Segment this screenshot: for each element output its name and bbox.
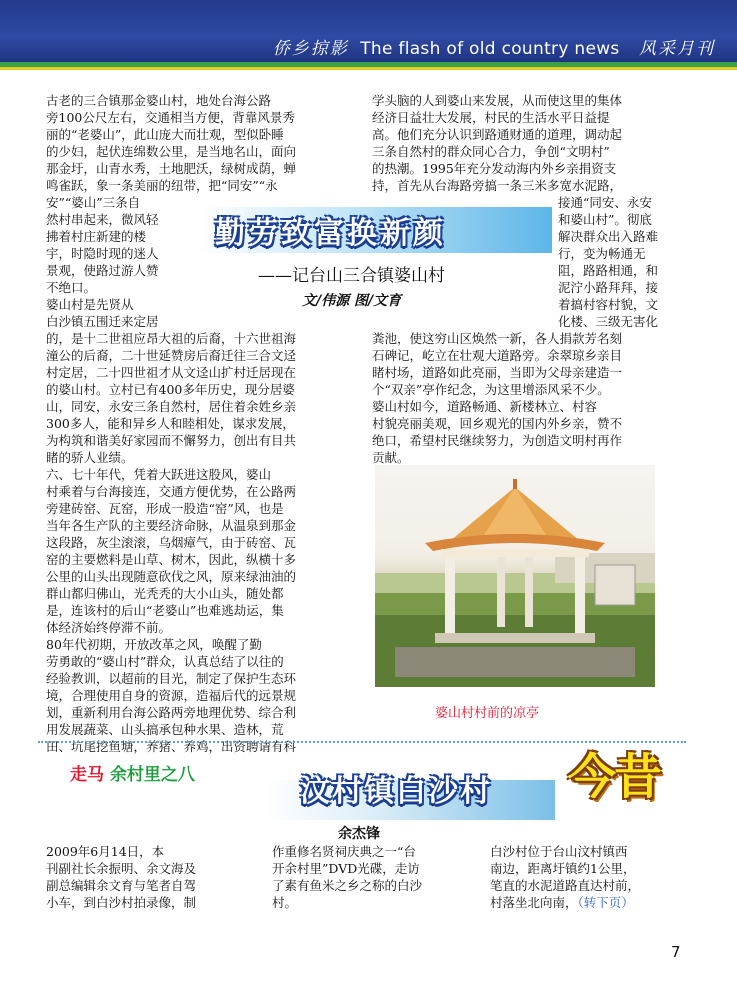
magazine-name: 风采月刊 [639,39,715,59]
text-line: 个“双亲”亭作纪念，为这里增添风采不少。 [372,382,610,397]
text-line: 潼公的后裔，二十世延赞房后裔迁往三合文迳 [46,348,297,363]
text-line: 的，是十二世祖应昂大祖的后裔，十六世祖海 [46,331,297,346]
text-line: 拂着村庄新建的楼 [46,229,147,244]
text-line: 婆山村如今，道路畅通、新楼林立、村容 [372,399,598,414]
text-line: 公里的山头出现随意砍伐之风，原来绿油油的 [46,569,297,584]
text-line: 解决群众出入路难 [558,229,659,244]
text-line: 白沙村位于台山汶村镇西 [490,844,628,859]
text-line: 为构筑和谐美好家园而不懈努力，创出有目共 [46,433,297,448]
text-line: 境，合理使用自身的资源，造福后代的远景规 [46,688,297,703]
text-line: 80年代初期，开放改革之风，唤醒了勤 [46,637,262,652]
text-line: 是，连该村的后山“老婆山”也难逃劫运，集 [46,603,284,618]
text-line: 开余村里”DVD光碟，走访 [272,861,420,876]
article2-title: 汶村镇白沙村 [300,774,492,809]
text-line: 作重修名贤祠庆典之一“台 [272,844,416,859]
text-line: 刊副社长余振明、余文海及 [46,861,197,876]
text-line: 鸣雀跃，象一条美丽的纽带，把“同安”“永 [46,178,278,193]
text-line: 丽的“老婆山”，此山庞大而壮观，型似卧睡 [46,127,284,142]
text-line: 阻，路路相通，和 [558,263,659,278]
text-line: 小车，到白沙村拍录像，制 [46,895,197,910]
article1-col1-narrow [46,194,196,330]
text-line: 婆山村是先贤从 [46,297,134,312]
text-line: 景观，使路过游人赞 [46,263,159,278]
continued-link[interactable]: （转下页） [577,895,634,910]
text-line: 2009年6月14日，本 [46,844,165,859]
text-line: 当年各生产队的主要经济命脉，从温泉到那金 [46,518,297,533]
text-line: 着搞村容村貌，文 [558,297,659,312]
text-line: 这段路，灰尘滚滚，乌烟瘴气，由于砖窑、瓦 [46,535,297,550]
text-line: 笔直的水泥道路直达村前， [490,878,641,893]
article-title: 勤劳致富换新颜 [215,216,446,251]
text-line: 那金圩，山青水秀，土地肥沃，绿树成荫，蝉 [46,161,297,176]
text-line: 经验教训，以超前的目光，制定了保护生态环 [46,671,297,686]
header-stripe-yellow [0,67,737,70]
text-line: 安”“婆山”三条自 [46,195,141,210]
article1-col1-lower [46,330,360,755]
article-byline: 文/伟源 图/文育 [302,293,402,309]
text-line: 绝口，希望村民继续努力，为创造文明村再作 [372,433,623,448]
text-line: 粪池，使这穷山区焕然一新，各人捐款芳名刻 [372,331,623,346]
text-line: 用发展蔬菜、山头搞承包种水果、造林，荒 [46,722,284,737]
text-line: 村貌亮丽美观，回乡观光的国内外乡亲，赞不 [372,416,623,431]
text-line: 体经济始终停滞不前。 [46,620,172,635]
text-line: 劳勇敢的“婆山村”群众，认真总结了以往的 [46,654,284,669]
text-line: 旁建砖窑、瓦窑，形成一股造“窑”风，也是 [46,501,284,516]
article2-title-big: 今昔 [568,749,661,805]
text-line: 南边，距离圩镇约1公里， [490,861,636,876]
text-line: 村。 [272,895,298,910]
text-line: 的婆山村。立村已有400多年历史，现分居婆 [46,382,295,397]
text-line: 旁100公尺左右，交通相当方便，背靠风景秀 [46,110,295,125]
page-number: 7 [671,943,681,961]
text-line: 宇，时隐时现的迷人 [46,246,159,261]
text-line: 村乘着与台海接连，交通方便优势，在公路两 [46,484,297,499]
text-line: 村定居，二十四世祖才从文迳山扩村迁居现在 [46,365,297,380]
series-label [70,760,195,785]
series-label-a: 走马 [70,765,104,785]
text-line: 接通“同安、永安 [558,195,652,210]
article1-col2-narrow [558,194,688,330]
text-line: 睹村场，道路如此亮丽，当即为父母亲建造一 [372,365,623,380]
text-line: 睹的骄人业绩。 [46,450,134,465]
text-line: 泥泞小路拜拜，接 [558,280,659,295]
text-line: 化楼、三级无害化 [558,314,659,329]
pavilion-illustration [375,465,655,687]
article1-col1 [46,92,360,194]
text-line: 贡献。 [372,450,410,465]
text-line: 然村串起来，微风轻 [46,212,159,227]
text-line: 山，同安，永安三条自然村，居住着余姓乡亲 [46,399,297,414]
article2-col1 [46,843,256,911]
article2-col3 [490,843,690,911]
text-line: 了素有鱼米之乡之称的白沙 [272,878,423,893]
text-line: 古老的三合镇那金婆山村，地处台海公路 [46,93,272,108]
text-line: 的少妇，起伏连绵数公里，是当地名山，面向 [46,144,297,159]
text-line: 不绝口。 [46,280,97,295]
text-line: 窑的主要燃料是山草、树木，因此，纵横十多 [46,552,297,567]
text-line [490,894,690,911]
text-fragment: 村落坐北向南， [490,895,578,910]
header-text [273,34,715,59]
text-line: 白沙镇五围迁来定居 [46,314,159,329]
article2-author: 余杰锋 [338,826,380,842]
text-line: 群山都归佛山，光秃秃的大小山头，随处都 [46,586,284,601]
magazine-header [0,0,737,62]
text-line: 持，首先从台海路旁搞一条三米多宽水泥路， [372,178,623,193]
article2-col2 [272,843,472,911]
photo-caption: 婆山村村前的凉亭 [435,706,540,721]
series-label-b: 余村里之八 [109,765,195,785]
section-title-cn: 侨乡掠影 [272,39,349,59]
text-line: 划，重新利用台海公路两旁地理优势、综合利 [46,705,297,720]
text-line: 高。他们充分认识到路通财通的道理，调动起 [372,127,623,142]
text-line: 六、七十年代，凭着大跃进这股风，婆山 [46,467,272,482]
text-line: 和婆山村”。彻底 [558,212,652,227]
article-subtitle: ——记台山三合镇婆山村 [258,266,445,286]
text-line: 石碑记，屹立在壮观大道路旁。余翠琼乡亲目 [372,348,623,363]
section-title-en: The flash of old country news [360,39,620,59]
text-line: 行，变为畅通无 [558,246,646,261]
text-line: 学头脑的人到婆山来发展，从而使这里的集体 [372,93,623,108]
text-line: 三条自然村的群众同心合力，争创“文明村” [372,144,610,159]
text-line: 经济日益壮大发展，村民的生活水平日益提 [372,110,610,125]
text-line: 的热潮。1995年充分发动海内外乡亲捐资支 [372,161,617,176]
pavilion-photo [375,465,655,687]
text-line: 田、坑尾挖鱼塘，养猪、养鸡，出资聘请有科 [46,739,297,754]
text-line: 300多人，能和异乡人和睦相处，谋求发展， [46,416,295,431]
text-line: 副总编辑余文育与笔者自驾 [46,878,197,893]
article1-col2-top [372,92,688,194]
article1-col2-bottom [372,330,688,466]
